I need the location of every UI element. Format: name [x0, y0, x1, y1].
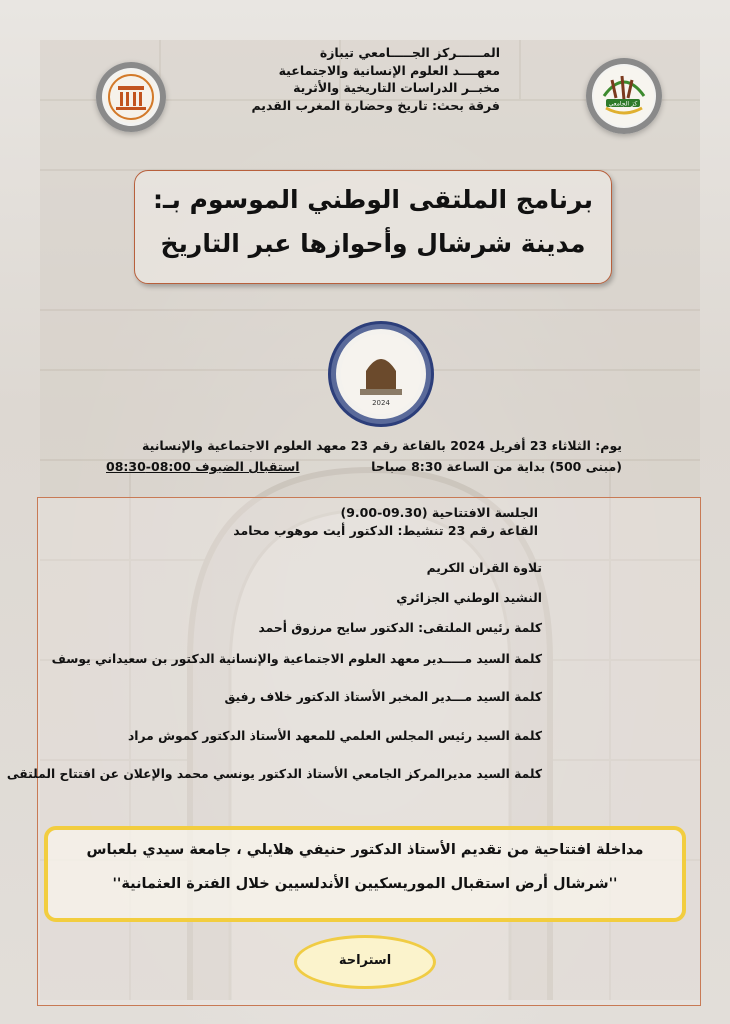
opening-session-title: الجلسة الافتتاحية (09.30-9.00) [340, 505, 538, 520]
institute-logo-left [96, 62, 166, 132]
agenda-item: كلمة السيد مـــــدير معهد العلوم الاجتماعية والإنسانية الدكتور بن سعيداني يوسف [51, 652, 542, 666]
keynote-box [44, 826, 686, 922]
agenda-item: كلمة السيد رئيس المجلس العلمي للمعهد الأستاذ الدكتور كموش مراد [128, 729, 542, 743]
conference-emblem [331, 324, 431, 424]
header-research-team: فرقة بحث: تاريخ وحضارة المغرب القديم [251, 97, 500, 113]
header-center-name: المــــــركز الجـــــامعي تيبازة [319, 45, 500, 60]
title-theme-line: مدينة شرشال وأحوازها عبر التاريخ [160, 229, 586, 258]
opening-session-box [37, 497, 701, 1006]
emblem-year: 2024 [372, 399, 390, 407]
opening-session-room-moderator: القاعة رقم 23 تنشيط: الدكتور أيت موهوب محامد [233, 523, 538, 538]
header-lab-name: مخبــر الدراسات التاريخية والأثرية [293, 80, 500, 95]
date-location-line: يوم: الثلاثاء 23 أفريل 2024 بالقاعة رقم 23 معهد العلوم الاجتماعية والإنسانية [142, 438, 622, 453]
university-center-logo-right [586, 58, 662, 134]
agenda-item: كلمة السيد مـــدير المخبر الأستاذ الدكتور خلاف رفيق [224, 690, 542, 704]
agenda-item: كلمة السيد مديرالمركز الجامعي الأستاذ الدكتور يونسي محمد والإعلان عن افتتاح الملتقى [6, 767, 542, 781]
keynote-speaker: مداخلة افتتاحية من تقديم الأستاذ الدكتور حنيفي هلايلي ، جامعة سيدي بلعباس [86, 842, 644, 858]
guest-reception-time: استقبال الضيوف 08:00-08:30 [106, 459, 300, 474]
title-program-line: برنامج الملتقى الوطني الموسوم بـ: [152, 185, 593, 214]
keynote-title: ''شرشال أرض استقبال الموريسكيين الأندلسيين خلال الفترة العثمانية'' [112, 876, 618, 892]
break-label: استراحة [294, 935, 436, 989]
institution-header [170, 44, 500, 114]
agenda-item: تلاوة القران الكريم [426, 561, 542, 575]
header-institute-name: معهــــد العلوم الإنسانية والاجتماعية [278, 62, 500, 78]
agenda-item: كلمة رئيس الملتقى: الدكتور سايح مرزوق أحمد [258, 621, 542, 635]
logo-right-caption: كز الجامعي [608, 100, 638, 108]
conference-title-box [134, 170, 612, 284]
agenda-item: النشيد الوطني الجزائري [396, 591, 542, 605]
building-time-line: (مبنى 500) بداية من الساعة 8:30 صباحا [371, 459, 622, 474]
